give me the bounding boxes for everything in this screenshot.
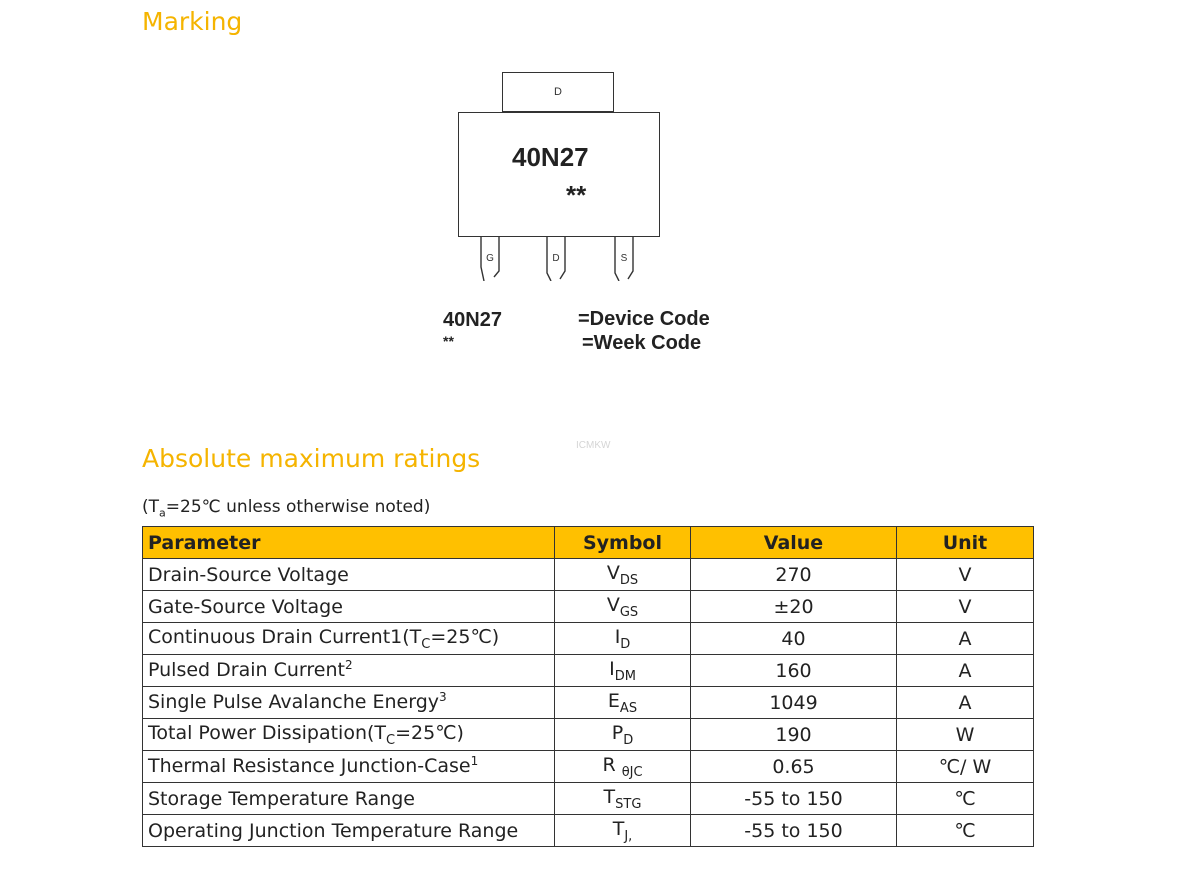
parameter-footnote: 1 [470, 753, 479, 768]
symbol-subscript: θJC [621, 765, 643, 780]
header-unit: Unit [897, 527, 1034, 559]
table-body [143, 559, 1034, 847]
unit-cell: V [897, 591, 1034, 623]
unit-cell: W [897, 719, 1034, 751]
parameter-cell [143, 783, 555, 815]
absolute-max-ratings-table [142, 526, 1034, 847]
parameter-cell [143, 719, 555, 751]
value-cell: 190 [691, 719, 897, 751]
parameter-text: Total Power Dissipation(T [148, 722, 387, 744]
parameter-footnote: 2 [344, 657, 353, 672]
unit-cell: A [897, 687, 1034, 719]
legend-week-code-key: ** [443, 333, 454, 349]
pin-drain-label: D [552, 253, 560, 264]
symbol-cell [555, 559, 691, 591]
table-row [143, 751, 1034, 783]
symbol-main: V [606, 594, 620, 616]
parameter-text: Pulsed Drain Current [148, 658, 345, 681]
unit-cell: A [897, 623, 1034, 655]
symbol-main: T [603, 786, 616, 808]
table-row [143, 815, 1034, 847]
symbol-subscript: D [620, 637, 631, 652]
symbol-cell [555, 783, 691, 815]
symbol-cell [555, 719, 691, 751]
value-cell: 1049 [691, 687, 897, 719]
value-cell: ±20 [691, 591, 897, 623]
table-row [143, 655, 1034, 687]
ratings-section-title: Absolute maximum ratings [142, 444, 481, 473]
table-row [143, 687, 1034, 719]
package-body [458, 112, 660, 237]
unit-cell: ℃/ W [897, 751, 1034, 783]
symbol-cell [555, 751, 691, 783]
value-cell: -55 to 150 [691, 815, 897, 847]
tab-pin-label: D [554, 86, 562, 98]
symbol-cell [555, 687, 691, 719]
symbol-subscript: AS [619, 701, 638, 716]
header-value: Value [691, 527, 897, 559]
parameter-text: Storage Temperature Range [148, 787, 415, 810]
symbol-cell [555, 815, 691, 847]
value-cell: -55 to 150 [691, 783, 897, 815]
table-row [143, 591, 1034, 623]
legend-device-code-desc: =Device Code [578, 308, 710, 330]
parameter-cell [143, 623, 555, 655]
table-row [143, 623, 1034, 655]
symbol-main: R [602, 754, 622, 776]
unit-cell: ℃ [897, 815, 1034, 847]
table-header-row [143, 527, 1034, 559]
table-row [143, 559, 1034, 591]
symbol-subscript: STG [615, 797, 642, 812]
legend-week-code-desc: =Week Code [582, 332, 702, 354]
parameter-cell [143, 687, 555, 719]
symbol-subscript: GS [619, 605, 639, 620]
table-row [143, 719, 1034, 751]
symbol-cell [555, 591, 691, 623]
parameter-cell [143, 751, 555, 783]
unit-cell: V [897, 559, 1034, 591]
pin-source [614, 237, 634, 281]
symbol-subscript: DM [614, 669, 636, 684]
value-cell: 0.65 [691, 751, 897, 783]
value-cell: 40 [691, 623, 897, 655]
symbol-main: V [606, 562, 620, 584]
symbol-subscript: DS [619, 573, 639, 588]
parameter-subscript: C [386, 733, 396, 748]
unit-cell: ℃ [897, 783, 1034, 815]
week-code-marking: ** [566, 180, 587, 210]
watermark: ICMKW [576, 440, 611, 451]
header-symbol: Symbol [555, 527, 691, 559]
symbol-main: E [607, 690, 620, 712]
parameter-text: Thermal Resistance Junction-Case [148, 754, 471, 777]
parameter-cell [143, 559, 555, 591]
symbol-cell [555, 655, 691, 687]
pin-gate [480, 237, 500, 281]
parameter-text: Drain-Source Voltage [148, 563, 349, 586]
header-parameter: Parameter [143, 527, 555, 559]
parameter-cell [143, 655, 555, 687]
table-row [143, 783, 1034, 815]
pin-drain [546, 237, 566, 281]
parameter-footnote: 3 [439, 689, 447, 704]
parameter-text-after: =25℃) [430, 626, 500, 648]
parameter-subscript: C [421, 637, 431, 652]
unit-cell: A [897, 655, 1034, 687]
legend-device-code-key: 40N27 [443, 309, 502, 331]
pin-gate-label: G [486, 253, 494, 264]
device-code-marking: 40N27 [512, 142, 589, 172]
symbol-main: T [612, 818, 625, 840]
marking-section-title: Marking [142, 7, 243, 36]
symbol-main: P [611, 722, 624, 744]
symbol-cell [555, 623, 691, 655]
parameter-cell [143, 591, 555, 623]
condition-prefix: (T [142, 497, 160, 517]
parameter-text-after: =25℃) [395, 722, 464, 744]
parameter-text: Operating Junction Temperature Range [148, 819, 519, 842]
symbol-subscript: J, [624, 829, 633, 844]
test-condition-note [142, 497, 430, 519]
package-tab [502, 72, 614, 112]
parameter-text: Continuous Drain Current1(T [148, 626, 422, 648]
condition-suffix: =25℃ unless otherwise noted) [165, 497, 431, 517]
symbol-main: I [609, 658, 615, 680]
parameter-text: Gate-Source Voltage [148, 595, 343, 618]
symbol-subscript: D [623, 733, 634, 748]
value-cell: 160 [691, 655, 897, 687]
pin-source-label: S [620, 253, 628, 264]
parameter-text: Single Pulse Avalanche Energy [148, 690, 439, 713]
value-cell: 270 [691, 559, 897, 591]
symbol-main: I [614, 626, 621, 648]
condition-sub: a [159, 506, 166, 520]
parameter-cell [143, 815, 555, 847]
